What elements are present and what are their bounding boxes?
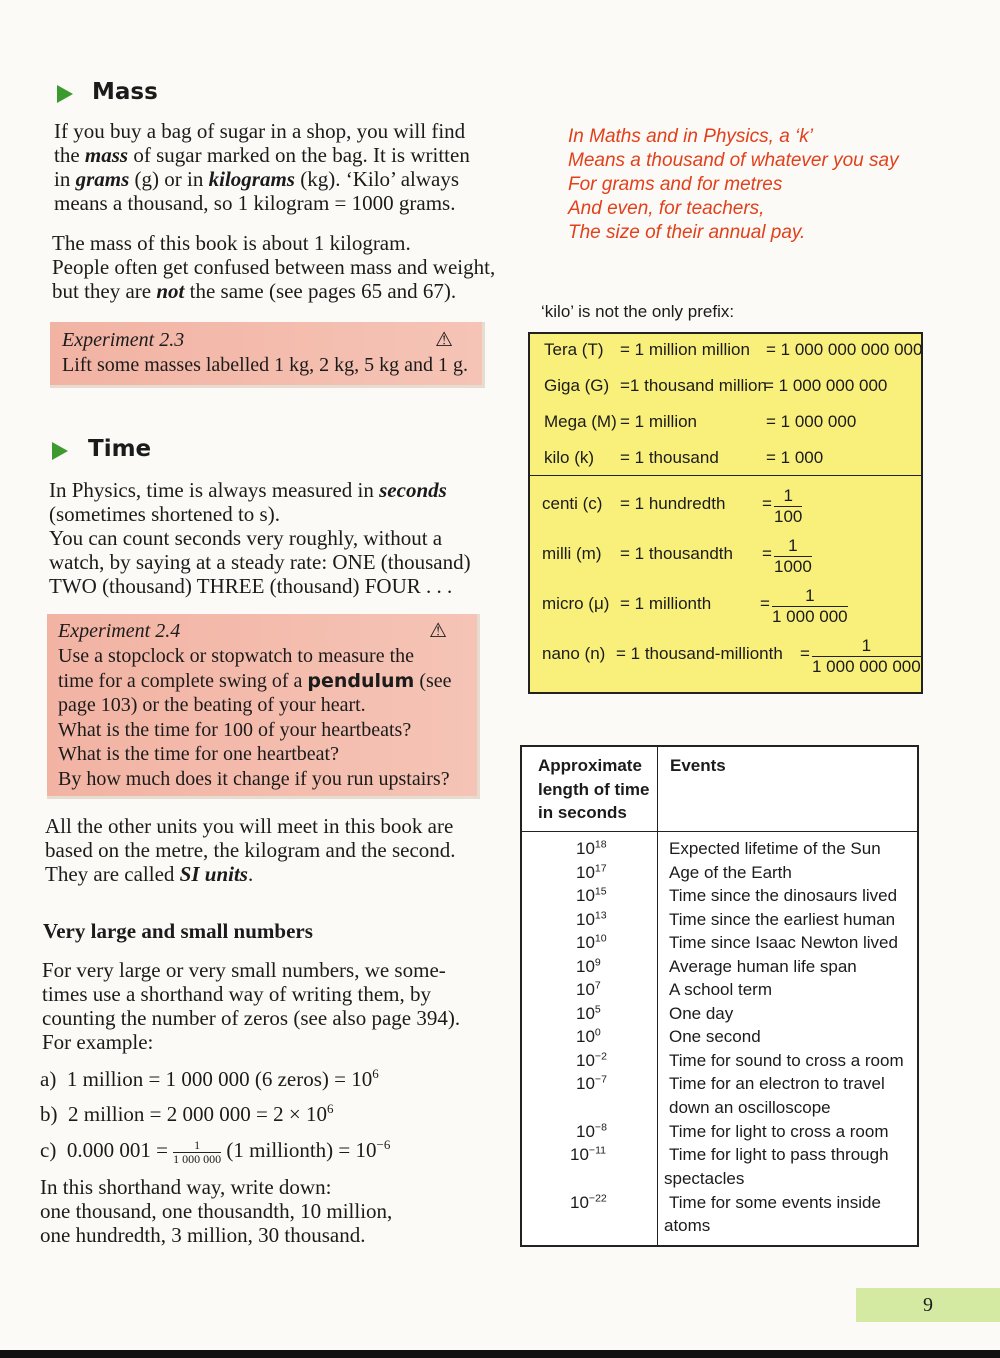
emphasis: kilograms [208,167,295,191]
prefix-name: micro (μ) [542,594,610,613]
prefix-row [530,376,921,400]
time-power: $10^{-11}$ [570,1144,607,1164]
warning-triangle-icon: ⚠ [429,618,447,642]
time-power: $10^9$ [576,955,601,976]
text: (see [414,669,452,692]
time-power: $10^{-7}$ [576,1073,607,1093]
equals: = [762,494,772,513]
text: (g) or in [129,167,209,191]
numbers-heading: Very large and small numbers [43,919,313,943]
text-line [52,231,495,255]
exponent: 17 [594,861,607,874]
event-text: A school term [669,980,772,999]
text: the same (see pages 65 and 67). [184,279,457,303]
task-paragraph [40,1175,392,1247]
example-text: 1 million = 1 000 000 (6 zeros) = 10 [66,1067,373,1091]
exponent: 15 [594,885,607,898]
exponent: 6 [372,1066,379,1081]
mass-paragraph-1 [54,119,470,215]
time-paragraph-2 [45,814,456,886]
exponent: 0 [594,1026,601,1039]
text: They are called [45,862,180,886]
event-text: spectacles [664,1168,745,1188]
text-line [45,862,456,886]
exponent: 13 [594,908,607,921]
text: in [54,167,76,191]
numbers-paragraph [42,958,460,1054]
text: In Physics, time is always measured in [49,478,380,502]
experiment-text [58,644,452,791]
prefix-value: = 1 000 000 000 [764,376,888,395]
text-line [54,167,470,191]
experiment-title: Experiment 2.4 [58,620,181,642]
emphasis: seconds [379,478,447,502]
example-label: b) [40,1102,58,1126]
poem-line: Means a thousand of whatever you say [568,150,899,171]
emphasis: mass [84,143,129,167]
poem-line: The size of their annual pay. [568,222,806,243]
equals: = [762,544,772,563]
emphasis: SI units [179,862,248,886]
time-paragraph-1 [49,478,471,598]
fraction: $\frac{1}{1 000 000 000}$ [812,636,921,676]
text: of sugar marked on the bag. It is written [128,143,470,167]
event-text: One day [669,1003,734,1023]
text-line [49,526,471,550]
text-line [58,742,452,767]
exponent: −8 [594,1120,607,1133]
experiment-2-3-box [50,322,485,388]
text-line [45,814,456,838]
prefix-words: = 1 thousand-millionth [616,644,783,663]
fraction: $\frac{1}{100}$ [774,486,803,526]
example-text: (1 millionth) = 10 [221,1138,377,1162]
text: Use a stopclock or stopwatch to measure the [58,645,415,667]
text-line [54,191,470,215]
exponent: 6 [326,1101,334,1116]
prefix-row [530,536,921,580]
text: If you buy a bag of sugar in a shop, you will find [54,119,466,143]
scan-edge [0,1350,1000,1358]
time-power: $10^{-2}$ [576,1049,607,1070]
text: The mass of this book is about 1 kilogram. [52,231,411,255]
section-arrow-icon [52,442,68,460]
prefix-name: Giga (G) [544,376,610,395]
time-scale-table [520,745,919,1247]
prefix-intro: ‘kilo’ is not the only prefix: [541,302,735,321]
prefix-words: = 1 thousandth [620,544,733,563]
text-line [49,478,471,502]
mass-heading: Mass [92,79,158,105]
example-a [40,1067,379,1091]
event-text: One second [669,1027,761,1046]
prefix-words: = 1 millionth [620,594,712,613]
divider [530,475,921,476]
emphasis: grams [75,167,130,191]
prefix-value: = 1 000 000 [766,412,857,431]
prefix-words: = 1 million [620,412,698,431]
prefix-row [530,636,921,680]
text: What is the time for one heartbeat? [58,743,339,765]
text-line [58,767,452,792]
experiment-2-4-box [47,614,480,799]
time-power: $10^0$ [576,1026,601,1046]
text-line [62,353,468,377]
poem-line: For grams and for metres [568,174,783,195]
text: By how much does it change if you run upstairs? [58,767,450,790]
text: (sometimes shortened to s). [49,502,280,526]
prefix-name: kilo (k) [544,448,595,467]
event-text: Time for some events inside [669,1192,881,1212]
experiment-text [62,353,468,377]
exponent: −2 [594,1049,607,1062]
example-c [40,1138,390,1166]
time-power: $10^{10}$ [576,932,607,952]
event-text: Age of the Earth [669,862,792,882]
text: All the other units you will meet in this book are [45,814,454,838]
prefix-name: nano (n) [542,644,606,663]
text: In this shorthand way, write down: [40,1175,332,1199]
text: counting the number of zeros (see also page 394). [42,1006,461,1030]
prefix-words: = 1 million million [620,340,750,359]
text: watch, by saying at a steady rate: ONE (thousand) [49,550,471,574]
text: one hundredth, 3 million, 30 thousand. [40,1223,366,1247]
text: People often get confused between mass and weight, [52,255,496,279]
time-power: $10^{-8}$ [576,1120,607,1141]
equals: = [800,644,810,663]
example-text: 2 million = 2 000 000 = 2 × 10 [68,1102,327,1126]
text: What is the time for 100 of your heartbeats? [58,718,412,741]
exponent: −7 [594,1073,607,1086]
page-number: 9 [856,1288,1000,1322]
header-events: Events [670,756,726,775]
emphasis: not [156,279,185,303]
text-line [42,982,460,1006]
prefix-words: = 1 hundredth [620,494,726,513]
text-line [40,1223,392,1247]
exponent: −6 [376,1137,391,1152]
fraction: $\frac{1}{1 000 000}$ [173,1137,222,1166]
example-text: 0.000 001 = [66,1138,174,1162]
prefix-row [530,340,921,364]
event-text: Time since Isaac Newton lived [669,933,898,952]
mass-paragraph-2 [52,231,495,303]
text: times use a shorthand way of writing them, by [42,982,432,1006]
exponent: 18 [594,838,607,851]
time-power: $10^7$ [576,979,601,999]
event-text: Time since the earliest human [669,909,896,929]
event-text: Average human life span [669,956,857,976]
text: means a thousand, so 1 kilogram = 1000 grams. [54,191,456,215]
text: Lift some masses labelled 1 kg, 2 kg, 5 kg and 1 g. [62,354,469,376]
text: one thousand, one thousandth, 10 million, [40,1199,393,1223]
text: the [54,143,85,167]
event-text: Time for an electron to travel [669,1074,885,1093]
prefix-row [530,448,921,472]
prefix-value: = 1 000 000 000 000 [766,340,923,359]
text-line [49,550,471,574]
emphasis: pendulum [307,669,415,692]
text: (kg). ‘Kilo’ always [294,167,460,191]
time-power: $10^{-22}$ [570,1191,607,1212]
text-line [58,718,452,743]
exponent: 7 [594,979,601,992]
text: but they are [52,279,157,303]
text-line [45,838,456,862]
experiment-title: Experiment 2.3 [62,329,185,351]
prefix-name: centi (c) [542,494,603,513]
prefix-words: =1 thousand million [620,376,767,395]
text-line [58,644,452,669]
time-power: $10^{17}$ [576,861,607,882]
example-label: c) [40,1138,57,1162]
text-line [52,279,495,303]
text-line [58,693,452,718]
time-power: $10^{13}$ [576,908,607,929]
text: page 103) or the beating of your heart. [58,694,366,716]
text-line [49,502,471,526]
section-arrow-icon [57,85,73,103]
header-divider [522,831,917,832]
prefix-row [530,486,921,530]
time-power: $10^{18}$ [576,838,607,858]
fraction: $\frac{1}{1 000 000}$ [772,586,848,626]
example-label: a) [40,1067,57,1091]
text-line [40,1199,392,1223]
prefix-value: = 1 000 [766,448,824,467]
text-line [42,1030,460,1054]
equals: = [760,594,770,613]
event-text: Time for sound to cross a room [669,1050,904,1070]
warning-triangle-icon: ⚠ [435,327,453,351]
text: For example: [42,1030,154,1054]
prefix-name: Mega (M) [544,412,617,431]
header-length: Approximate length of time in seconds [538,756,650,822]
exponent: −22 [588,1191,607,1204]
prefix-name: Tera (T) [544,340,604,359]
text: You can count seconds very roughly, without a [49,526,443,550]
text-line [52,255,495,279]
text-line [54,143,470,167]
example-b [40,1102,333,1126]
text-line [49,574,471,598]
text: . [247,862,254,886]
prefix-row [530,586,921,630]
event-text: Time for light to cross a room [669,1121,889,1141]
text-line [42,1006,460,1030]
exponent: 5 [594,1002,601,1015]
fraction: $\frac{1}{1000}$ [774,536,812,576]
text: TWO (thousand) THREE (thousand) FOUR . . . [49,574,453,598]
time-power: $10^{15}$ [576,885,607,905]
text: based on the metre, the kilogram and the second. [45,838,456,862]
time-heading: Time [88,436,152,462]
event-text: Time since the dinosaurs lived [669,886,898,905]
exponent: 10 [594,932,607,945]
prefix-table [528,332,923,694]
poem-line: And even, for teachers, [568,198,765,219]
text-line [42,958,460,982]
event-text: Time for light to pass through [669,1145,889,1164]
event-text: atoms [664,1216,711,1235]
event-text: down an oscilloscope [669,1097,831,1117]
exponent: 9 [594,955,601,968]
prefix-name: milli (m) [542,544,602,563]
prefix-row [530,412,921,436]
prefix-words: = 1 thousand [620,448,719,467]
time-power: $10^5$ [576,1002,601,1023]
poem [568,125,899,245]
text: time for a complete swing of a [58,669,308,692]
column-divider [657,747,658,1245]
exponent: −11 [588,1144,607,1157]
text-line [40,1175,392,1199]
text: For very large or very small numbers, we some- [42,958,446,982]
text-line [58,669,452,694]
poem-line: In Maths and in Physics, a ‘k’ [568,126,813,147]
event-text: Expected lifetime of the Sun [669,839,881,858]
text-line [54,119,470,143]
